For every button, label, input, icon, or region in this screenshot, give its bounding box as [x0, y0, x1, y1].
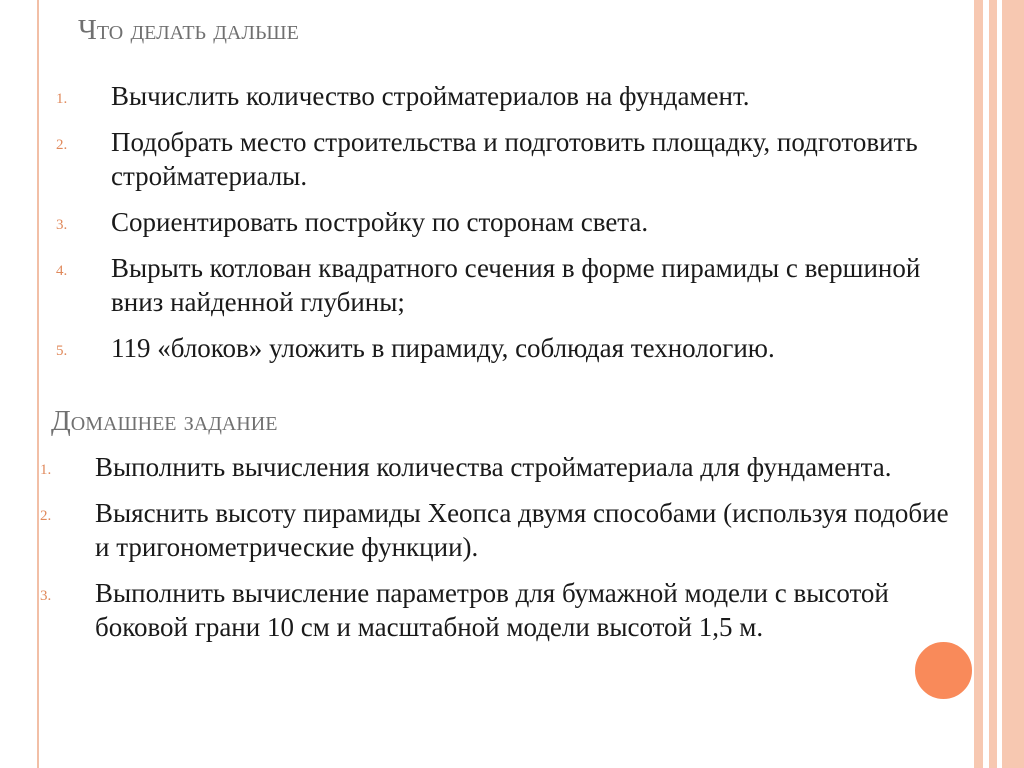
- decorative-stripes: [974, 0, 1024, 768]
- stripe: [974, 0, 983, 768]
- next-steps-list: [56, 79, 936, 377]
- list-item: [40, 450, 960, 484]
- item-number: 5.: [56, 343, 68, 359]
- item-number: 3.: [40, 588, 52, 604]
- stripe: [989, 0, 997, 768]
- item-number: 2.: [56, 137, 68, 153]
- item-number: 3.: [56, 217, 68, 233]
- item-text: Вырыть котлован квадратного сечения в форме пирамиды с вершиной вниз найденной глубины;: [111, 253, 921, 317]
- list-item: [56, 331, 936, 365]
- item-text: Выяснить высоту пирамиды Хеопса двумя способами (используя подобие и тригонометрические функции).: [95, 498, 949, 562]
- section-title-homework: Домашнее задание: [51, 405, 278, 437]
- list-item: [40, 496, 960, 564]
- list-item: [40, 576, 960, 644]
- section-title-next-steps: Что делать дальше: [78, 14, 299, 46]
- list-item: [56, 205, 936, 239]
- item-number: 4.: [56, 263, 68, 279]
- accent-circle: [913, 640, 974, 701]
- list-item: [56, 251, 936, 319]
- item-text: 119 «блоков» уложить в пирамиду, соблюдая технологию.: [111, 333, 775, 363]
- item-text: Сориентировать постройку по сторонам света.: [111, 207, 649, 237]
- item-number: 2.: [40, 508, 52, 524]
- list-item: [56, 79, 936, 113]
- item-number: 1.: [40, 462, 52, 478]
- item-text: Подобрать место строительства и подготовить площадку, подготовить стройматериалы.: [111, 127, 918, 191]
- item-text: Вычислить количество стройматериалов на фундамент.: [111, 81, 750, 111]
- left-divider-line: [37, 0, 39, 768]
- homework-list: [40, 450, 960, 656]
- stripe: [1002, 0, 1024, 768]
- item-text: Выполнить вычисление параметров для бумажной модели с высотой боковой грани 10 см и масштабной модели высотой 1,5 м.: [95, 578, 889, 642]
- item-number: 1.: [56, 91, 68, 107]
- item-text: Выполнить вычисления количества стройматериала для фундамента.: [95, 452, 892, 482]
- list-item: [56, 125, 936, 193]
